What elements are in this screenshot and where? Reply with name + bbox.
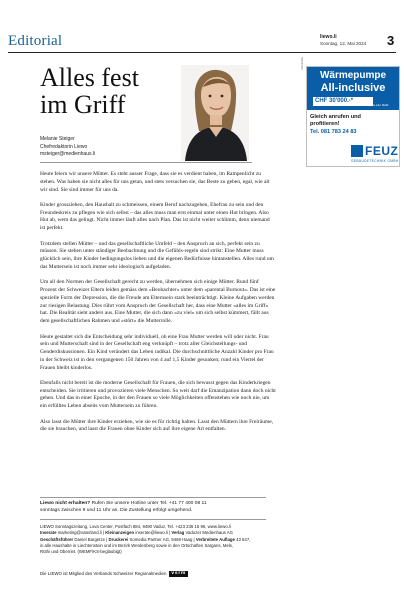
article-paragraph: Ebenfalls nicht bereit ist die moderne Gesellschaft für Frauen, die sich bewusst gegen das Kinderkriegen entscheiden. Sie irritieren und provozieren viele Menschen. So weit darf die Emanzipation dann doch nicht gehen. Und das in einer Epoche, in der den Frauen so viele Möglichkeiten offenstehen wie noch nie, um ein erfülltes Leben abseits vom Muttersein zu führen.: [40, 379, 276, 410]
ad-phone[interactable]: Tel. 081 783 24 83: [310, 129, 357, 135]
footer-divider-bottom: [40, 519, 266, 520]
article-paragraph: Kinder grossziehen, den Haushalt zu schmeissen, einem Beruf nachzugehen, Ehefrau zu sein und den Freundeskreis zu pflegen wie sich selbst – das alles muss man erst einmal unter einen Hut bringen. Also Hut ab, wem das gelingt. Nicht immer läuft alles nach Plan. Das ist nicht weiter schlimm, denn niemand ist perfekt.: [40, 201, 270, 232]
feuz-logo-subtitle: GEBÄUDETECHNIK GMBH: [351, 159, 399, 163]
ad-price: CHF 30'000.-*: [313, 97, 373, 106]
author-portrait: [181, 65, 249, 161]
footer-divider-top: [40, 497, 266, 498]
imprint-value: marketing@vaterland.li |: [57, 530, 106, 536]
author-name: Melanie Steiger: [40, 136, 75, 142]
author-email[interactable]: msteiger@medienhaus.li: [40, 151, 96, 158]
article-paragraph: Um all den Normen der Gesellschaft gerecht zu werden, übernehmen sich einige Mütter. Rund fünf Prozent der Schweizer Eltern leiden gemäss dem «Beobachter» unter dem «parental Burnout». Das ist eine spezielle Form der Depression, die die Freude am Elternsein stark beeinträchtigt. Kleine Aufgaben werden zur riesigen Belastung. Dies rührt vom Anspruch der Gesellschaft her, dass eine Mutter «alles im Griff» hat. Die Realität sieht anders aus. Eine Mutter, die sich dann «zu viel» um sich selbst kümmert, fällt aus dem gesellschaftlichen Rahmen und «stört» die Mutterrolle.: [40, 279, 276, 325]
imprint-value: Somedia Partner AG, 9469 Haag |: [129, 536, 196, 542]
article-paragraph: Trotzdem stellen Mütter – und das gesellschaftliche Umfeld – den Anspruch an sich, perfekt sein zu müssen. Sie stehen unter ständiger Beobachtung und die Gefühls-regeln sind strikt: Eine Mutter muss glücklich sein, ihre Kinder bedingungslos lieben und die eigenen Bedürfnisse hintanstellen. Alles rund um das Muttersein ist noch immer sehr ideologisch aufgeladen.: [40, 240, 274, 270]
portrait-illustration: [181, 65, 249, 161]
feuz-logo-mark-icon: [351, 145, 363, 157]
imprint-line: in alle Haushalte in Liechtenstein und im Bezirk Werdenberg sowie in den Ortschaften Sargans, Mels,: [40, 542, 234, 548]
article-body: [40, 171, 276, 442]
headline-line-2: im Griff: [40, 90, 126, 119]
headline-line-1: Alles fest: [40, 63, 139, 92]
vsrm-logo: vsrm: [171, 571, 187, 576]
author-role: Chefredaktorin Liewo: [40, 143, 88, 150]
article-headline: [40, 64, 139, 118]
imprint-line: LIEWO Sonntagszeitung, Lova Center, Postfach 884, 9490 Vaduz, Tel. +423 236 16 96, www.liewo.li: [40, 524, 231, 529]
ad-banner: [307, 67, 399, 110]
imprint-label: Geschäftsführer: [40, 536, 74, 542]
imprint-value: 43 647,: [236, 536, 251, 542]
imprint-line: Rüthi und Oberriet. (WEMF/KS-beglaubigt): [40, 549, 122, 555]
association-text: Die LIEWO ist Mitglied des Verbands Schweizer Regionalmedien: [40, 571, 167, 577]
delivery-notice: [40, 500, 276, 514]
advertisement-box[interactable]: [306, 66, 400, 167]
ad-label: ANZEIGE: [300, 56, 304, 70]
imprint-value: inserate@liewo.li |: [135, 530, 172, 536]
issue-date: Sonntag, 12. Mai 2024: [320, 41, 367, 46]
feuz-logo: [351, 145, 397, 165]
imprint-label: Druckerei: [108, 536, 129, 542]
imprint-label: Kleinanzeigen: [105, 530, 135, 536]
ad-title-line-2: All-inclusive: [320, 82, 386, 94]
header-divider: [8, 52, 396, 53]
imprint-label: Verlag: [171, 530, 185, 536]
imprint-label: Inserate: [40, 530, 57, 536]
imprint-label: Verbreitete Auflage: [195, 536, 235, 542]
association-membership: [40, 571, 188, 577]
imprint-line: [40, 537, 280, 543]
delivery-notice-heading: Liewo nicht erhalten?: [40, 501, 91, 506]
delivery-notice-hotline: Rufen Sie unsere Hotline unter Tel. +41 77 400 08 11: [91, 501, 207, 506]
ad-cta-line-1: Gleich anrufen und: [310, 114, 361, 120]
publication-brand: liewo.li: [320, 34, 337, 40]
article-paragraph: Also lasst die Mütter ihre Kinder erziehen, wie sie es für richtig halten. Lasst den Müttern ihre Freiräume, die sie brauchen, und lasst die Frauen ohne Kinder sich auf ihre eigene Art entfalten.: [40, 418, 274, 433]
author-block: [40, 136, 95, 159]
imprint-value: Vaduzer Medienhaus AG: [185, 530, 233, 536]
ad-price-note: *Fixpreis exkl. MwSt: [365, 104, 389, 107]
section-title: Editorial: [8, 33, 63, 49]
delivery-notice-line: [40, 500, 276, 507]
delivery-notice-hours: sonntags zwischen 9 und 11 Uhr an. Die Zustellung erfolgt umgehend.: [40, 508, 193, 513]
ad-title-line-1: Wärmepumpe: [319, 70, 387, 81]
imprint-value: Daniel Bargetze |: [74, 536, 109, 542]
article-paragraph: Heute feiern wir unsere Mütter. Es steht ausser Frage, dass sie es verdient haben, im Rampenlicht zu stehen. Was haben sie nicht alles für uns getan, und stets versuchen sie, das Beste zu geben, egal, wie alt wir sind. Sie sind immer für uns da.: [40, 171, 270, 193]
feuz-logo-name: FEUZ: [365, 144, 399, 158]
page-number: 3: [387, 33, 395, 48]
article-paragraph: Heute gestaltet sich die Entscheidung sehr individuell, ob eine Frau Mutter werden will oder nicht. Frau sein und Mutterschaft sind in der Gesellschaft eng verknüpft – trotz aller Gleichstellungs- und Genderdiskussionen. Ein Kind verändert das Leben radikal. Die durchschnittliche Anzahl Kinder pro Frau in der Schweiz ist in den vergangenen 150 Jahren von 4 auf 1,5 Kinder gesunken; rund ein Viertel der Frauen bleibt kinderlos.: [40, 333, 274, 371]
imprint: [40, 524, 280, 555]
author-divider: [40, 162, 252, 163]
ad-cta-line-2: profitieren!: [310, 121, 340, 127]
